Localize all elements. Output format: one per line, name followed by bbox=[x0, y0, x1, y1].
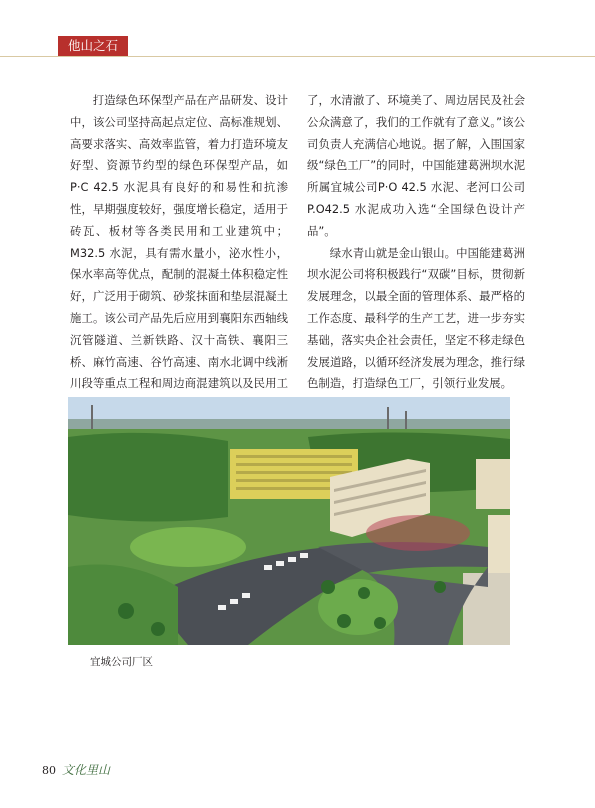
photo-caption: 宜城公司厂区 bbox=[90, 656, 153, 668]
header-bar bbox=[0, 0, 595, 57]
factory-photo bbox=[68, 397, 510, 645]
body-paragraph: 了，水清澈了、环境美了、周边居民及社会公众满意了，我们的工作就有了意义。”该公司负责人充满信心地说。据了解，入围国家级“绿色工厂”的同时，中国能建葛洲坝水泥所属宜城公司P·O 42.5 水泥、老河口公司P.O42.5 水泥成功入选“全国绿色设计产品”。 bbox=[307, 93, 525, 238]
page-number: 80 bbox=[42, 764, 56, 777]
body-paragraph: 打造绿色环保型产品在产品研发、设计中，该公司坚持高起点定位、高标准规划、高要求落实、高效率监管，着力打造环境友好型、资源节约型的绿色环保型产品，如P·C 42.5 水泥具有良好的和易性和抗渗性，早期强度较好，强度增长稳定，适用于砖瓦、板材等各类民用和工业建筑中；M32.5 水泥，具有需水量小，泌水性小，保水率高等优点，配制的混凝土体积稳定性好，广泛用于砌筑、砂浆抹面和垫层混凝土施工。该公司产品先后应用到襄阳东西轴线沉管隧道、兰新铁路、汉十高铁、襄阳三桥、麻竹高速、谷竹高速、南水北调中线淅川段等重点工程和周边商混建筑以及民用工 bbox=[70, 93, 288, 391]
text-column-right bbox=[307, 90, 525, 395]
body-paragraph: 绿水青山就是金山银山。中国能建葛洲坝水泥公司将积极践行“双碳”目标，贯彻新发展理念，以最全面的管理体系、最严格的工作态度、最科学的生产工艺，进一步夯实基础，落实央企社会责任，坚定不移走绿色发展道路，以循环经济发展为理念，推行绿色制造，打造绿色工厂，引领行业发展。 bbox=[307, 245, 525, 391]
section-tag: 他山之石 bbox=[58, 36, 128, 56]
magazine-logo: 文化里山 bbox=[62, 763, 111, 777]
text-column-left bbox=[70, 90, 288, 417]
factory-aerial-illustration bbox=[68, 397, 510, 645]
